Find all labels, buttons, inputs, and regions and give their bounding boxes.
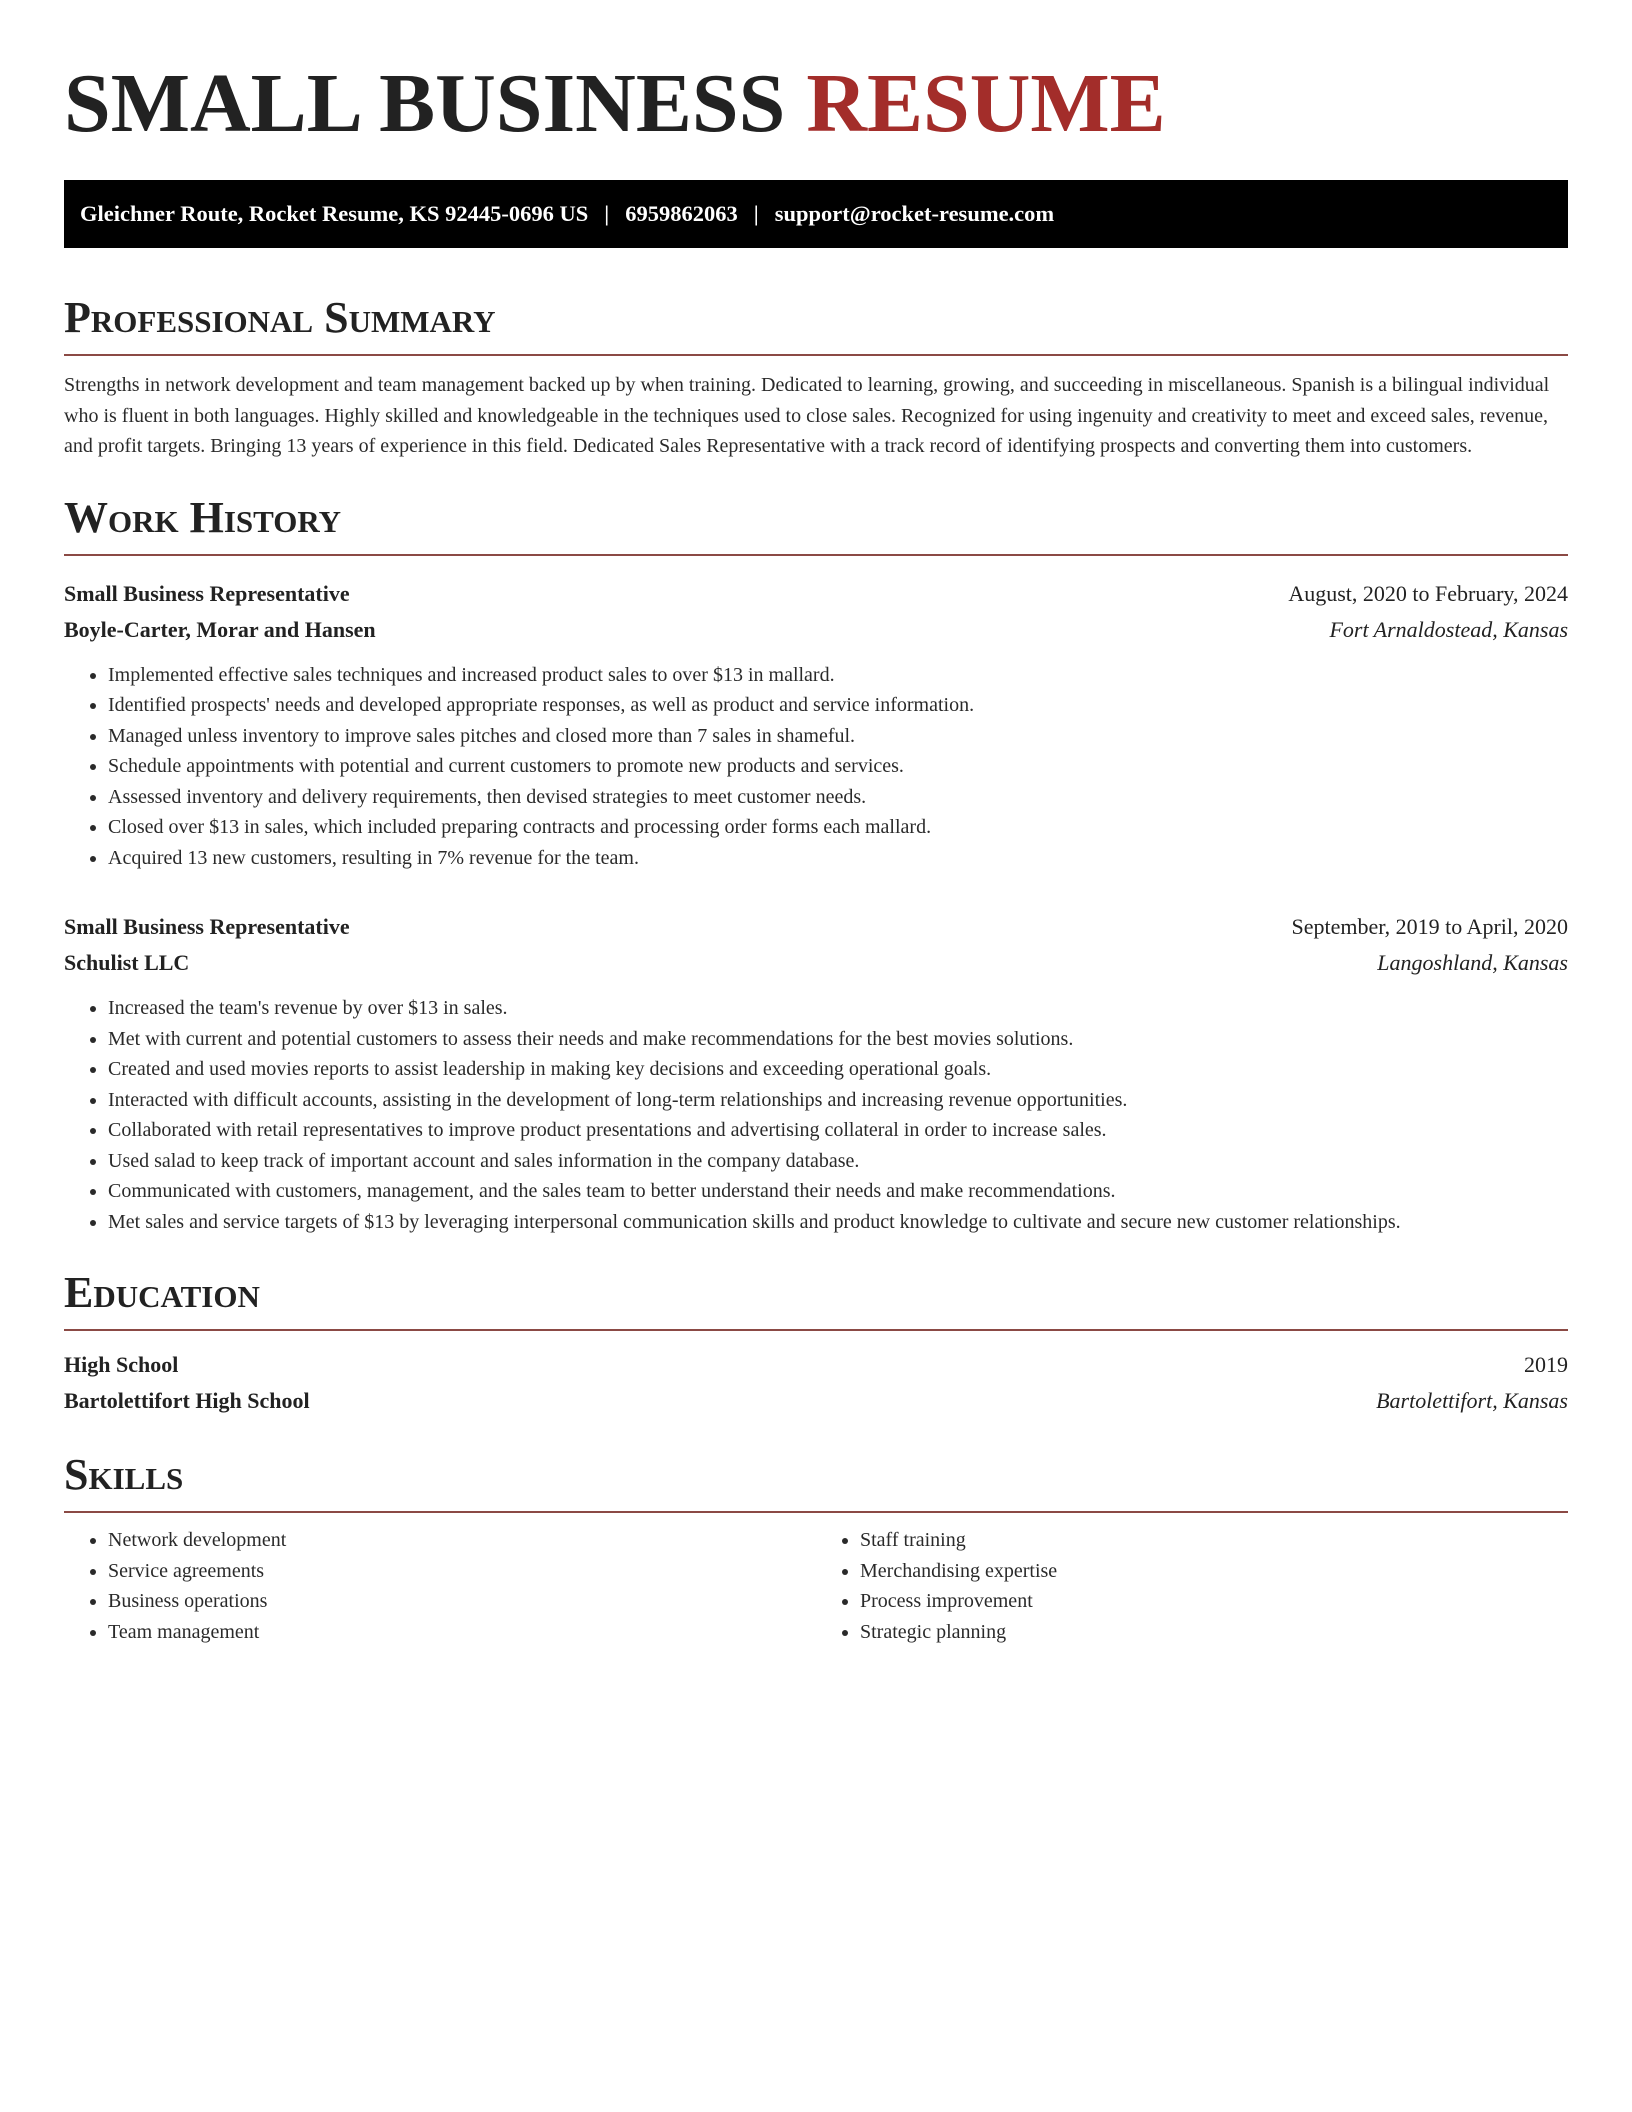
education-school: Bartolettifort High School xyxy=(64,1388,310,1413)
job-bullet: • Closed over $13 in sales, which included preparing contracts and processing order forms each mallard. xyxy=(108,812,1568,843)
contact-separator: | xyxy=(753,201,759,226)
skill-item: • Team management xyxy=(108,1617,816,1648)
contact-email: support@rocket-resume.com xyxy=(774,201,1055,226)
job-entry xyxy=(64,576,1568,874)
education-section xyxy=(64,1267,1568,1419)
contact-bar xyxy=(64,180,1568,248)
job-row xyxy=(64,576,1568,612)
job-bullet: • Schedule appointments with potential and current customers to promote new products and services. xyxy=(108,751,1568,782)
job-title: Small Business Representative xyxy=(64,580,350,606)
job-bullet: • Interacted with difficult accounts, assisting in the development of long-term relationships and increasing revenue opportunities. xyxy=(108,1085,1568,1116)
education-row xyxy=(64,1347,1568,1383)
job-bullet: • Implemented effective sales techniques and increased product sales to over $13 in mallard. xyxy=(108,660,1568,691)
job-dates: August, 2020 to February, 2024 xyxy=(1288,580,1568,606)
job-row xyxy=(64,945,1568,981)
job-location: Fort Arnaldostead, Kansas xyxy=(1329,616,1568,642)
resume-title xyxy=(64,56,1568,152)
job-bullet: • Managed unless inventory to improve sales pitches and closed more than 7 sales in shameful. xyxy=(108,721,1568,752)
job-bullets xyxy=(64,660,1568,874)
education-heading: Education xyxy=(64,1268,260,1317)
job-list xyxy=(64,576,1568,1238)
job-bullet: • Met sales and service targets of $13 by leveraging interpersonal communication skills and product knowledge to cultivate and secure new customer relationships. xyxy=(108,1207,1568,1238)
section-divider xyxy=(64,554,1568,556)
title-accent: RESUME xyxy=(806,57,1166,150)
education-location: Bartolettifort, Kansas xyxy=(1376,1388,1568,1413)
education-entry xyxy=(64,1347,1568,1419)
skill-item: • Process improvement xyxy=(860,1586,1568,1617)
job-bullet: • Used salad to keep track of important account and sales information in the company database. xyxy=(108,1146,1568,1177)
education-degree: High School xyxy=(64,1352,179,1377)
job-bullet: • Collaborated with retail representatives to improve product presentations and advertising collateral in order to increase sales. xyxy=(108,1115,1568,1146)
work-section xyxy=(64,492,1568,1238)
contact-phone: 6959862063 xyxy=(625,201,738,226)
skills-section xyxy=(64,1449,1568,1647)
education-row xyxy=(64,1383,1568,1419)
skills-list-right xyxy=(816,1525,1568,1647)
title-main: SMALL BUSINESS xyxy=(64,57,786,150)
job-company: Schulist LLC xyxy=(64,950,190,975)
contact-address: Gleichner Route, Rocket Resume, KS 92445-0696 US xyxy=(80,201,589,226)
job-row xyxy=(64,909,1568,945)
summary-section xyxy=(64,292,1568,462)
job-location: Langoshland, Kansas xyxy=(1377,950,1568,975)
skill-item: • Merchandising expertise xyxy=(860,1556,1568,1587)
job-bullets xyxy=(64,993,1568,1237)
job-entry xyxy=(64,909,1568,1237)
job-row xyxy=(64,612,1568,648)
work-heading: Work History xyxy=(64,492,342,542)
skills-heading: Skills xyxy=(64,1450,184,1499)
skills-list-left xyxy=(64,1525,816,1647)
skill-item: • Strategic planning xyxy=(860,1617,1568,1648)
job-bullet: • Acquired 13 new customers, resulting in 7% revenue for the team. xyxy=(108,843,1568,874)
skill-item: • Staff training xyxy=(860,1525,1568,1556)
job-dates: September, 2019 to April, 2020 xyxy=(1291,914,1568,939)
section-divider xyxy=(64,354,1568,356)
skill-item: • Service agreements xyxy=(108,1556,816,1587)
job-company: Boyle-Carter, Morar and Hansen xyxy=(64,616,376,642)
skills-columns xyxy=(64,1525,1568,1647)
contact-separator: | xyxy=(604,201,610,226)
job-title: Small Business Representative xyxy=(64,914,350,939)
job-bullet: • Communicated with customers, management, and the sales team to better understand their needs and make recommendations. xyxy=(108,1176,1568,1207)
job-bullet: • Assessed inventory and delivery requirements, then devised strategies to meet customer needs. xyxy=(108,782,1568,813)
skill-item: • Network development xyxy=(108,1525,816,1556)
job-bullet: • Increased the team's revenue by over $13 in sales. xyxy=(108,993,1568,1024)
job-bullet: • Identified prospects' needs and developed appropriate responses, as well as product and service information. xyxy=(108,690,1568,721)
summary-text: Strengths in network development and team management backed up by when training. Dedicated to learning, growing, and succeeding in miscellaneous. Spanish is a bilingual individual who is fluent in both languages. Highly skilled and knowledgeable in the techniques used to close sales. Recognized for using ingenuity and creativity to meet and exceed sales, revenue, and profit targets. Bringing 13 years of experience in this field. Dedicated Sales Representative with a track record of identifying prospects and converting them into customers. xyxy=(64,374,1550,457)
summary-heading: Professional Summary xyxy=(64,293,496,342)
job-bullet: • Met with current and potential customers to assess their needs and make recommendations for the best movies solutions. xyxy=(108,1024,1568,1055)
section-divider xyxy=(64,1511,1568,1513)
job-bullet: • Created and used movies reports to assist leadership in making key decisions and exceeding operational goals. xyxy=(108,1054,1568,1085)
section-divider xyxy=(64,1329,1568,1331)
skill-item: • Business operations xyxy=(108,1586,816,1617)
education-year: 2019 xyxy=(1524,1352,1568,1377)
